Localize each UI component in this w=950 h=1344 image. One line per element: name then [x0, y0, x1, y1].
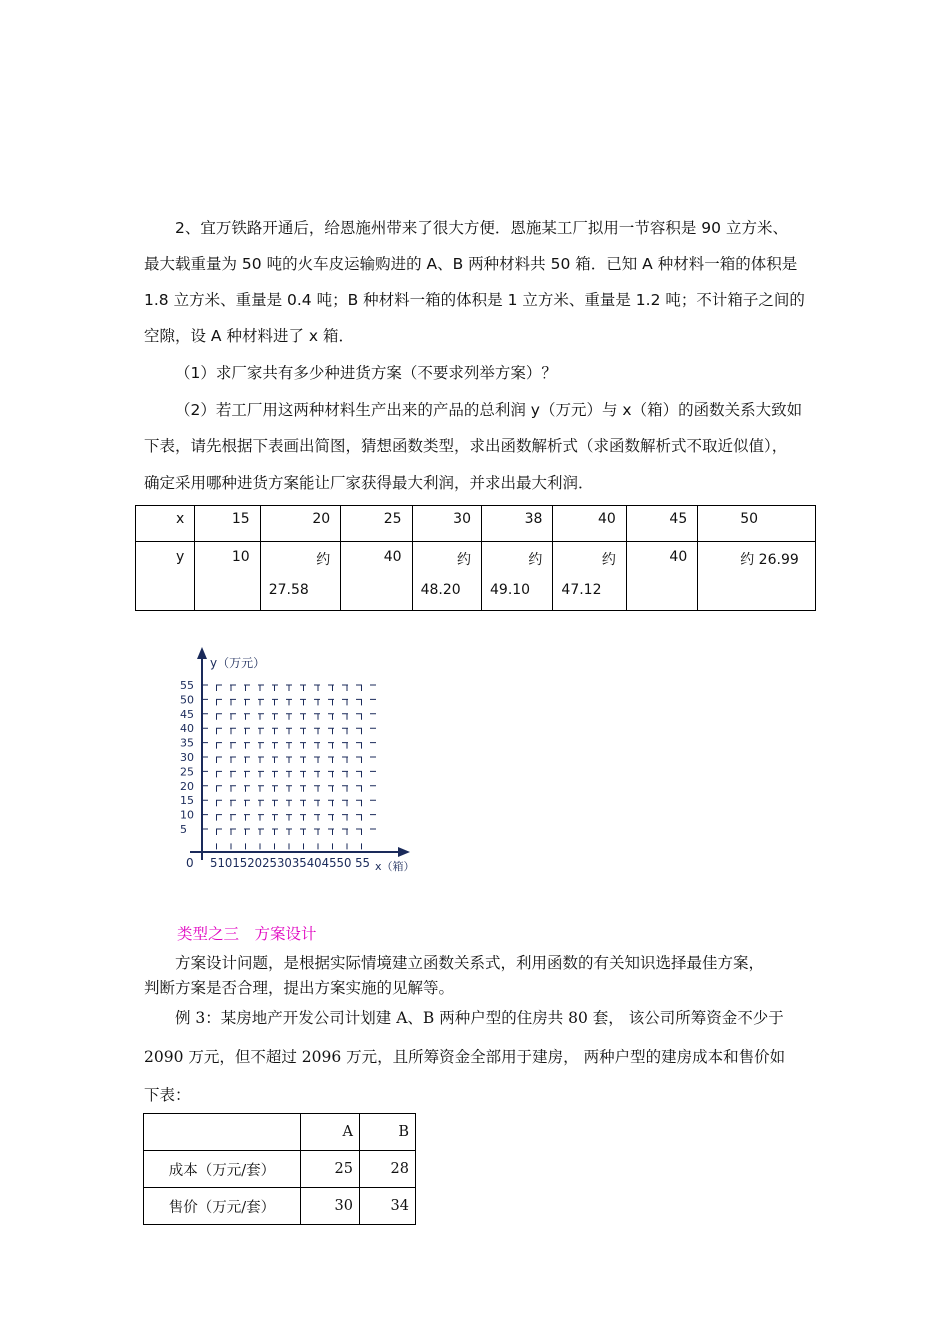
- table-row: [144, 1114, 416, 1151]
- table-cell: 34: [359, 1188, 415, 1225]
- example3-line2: 2090 万元，但不超过 2096 万元，且所筹资金全部用于建房， 两种户型的建房成本和售价如: [144, 1048, 786, 1066]
- y-tick-label: 35: [180, 736, 194, 750]
- section-intro-line1: 方案设计问题，是根据实际情境建立函数关系式，利用函数的有关知识选择最佳方案，: [175, 954, 765, 972]
- table-cell: 27.58: [268, 582, 309, 598]
- y-tick-label: 50: [180, 693, 194, 707]
- table-cell: B: [359, 1114, 415, 1151]
- y-tick-labels: [180, 679, 194, 836]
- coordinate-grid: [170, 645, 430, 880]
- table-cell: 25: [383, 511, 402, 527]
- table-cell: 约: [601, 552, 616, 568]
- y-tick-label: 30: [180, 751, 194, 764]
- x-axis-label: x（箱）: [375, 860, 415, 873]
- table-cell: 48.20: [420, 582, 461, 598]
- table-cell: 20: [312, 511, 331, 527]
- y-tick-label: 55: [180, 679, 194, 692]
- x-axis-arrow-icon: [398, 847, 410, 857]
- table-cell: 47.12: [561, 582, 602, 598]
- table-row-x: [136, 506, 816, 542]
- table-cell: 约: [528, 552, 543, 568]
- y-tick-label: 40: [180, 722, 194, 736]
- table-row-y: [136, 542, 816, 611]
- table-cell: 40: [598, 511, 616, 527]
- grid-dashes: [202, 685, 376, 852]
- cost-price-table: [143, 1113, 416, 1225]
- table-cell: 10: [231, 549, 250, 565]
- table-cell: 15: [231, 511, 250, 527]
- y-tick-label: 45: [180, 707, 194, 721]
- y-tick-label: 10: [180, 808, 194, 822]
- table-cell: 约 26.99: [740, 552, 799, 568]
- table-cell: 30: [301, 1188, 360, 1225]
- table-cell: 约: [457, 552, 471, 568]
- example3-line3: 下表：: [144, 1086, 191, 1104]
- y-tick-label: 25: [180, 765, 194, 779]
- question2-line2: 下表，请先根据下表画出简图，猜想函数类型，求出函数解析式（求函数解析式不取近似值），: [144, 437, 788, 455]
- problem2-line2: 最大载重量为 50 吨的火车皮运输购进的 A、B 两种材料共 50 箱．已知 A 种材料一箱的体积是: [144, 255, 798, 273]
- section-intro-line2: 判断方案是否合理，提出方案实施的见解等。: [144, 979, 455, 997]
- y-tick-label: 15: [180, 794, 194, 808]
- y-tick-label: 5: [180, 823, 187, 836]
- table-cell: 40: [383, 549, 402, 565]
- table-cell: 成本（万元/套）: [144, 1151, 301, 1188]
- problem2-line1: 2、宜万铁路开通后，给恩施州带来了很大方便．恩施某工厂拟用一节容积是 90 立方米、: [175, 219, 788, 237]
- table-cell: 50: [740, 511, 759, 527]
- question2-line1: （2）若工厂用这两种材料生产出来的产品的总利润 y（万元）与 x（箱）的函数关系大致如: [175, 401, 803, 419]
- table-cell: 25: [301, 1151, 360, 1188]
- y-tick-label: 20: [180, 779, 194, 793]
- table-cell: x: [176, 511, 185, 527]
- table-row: [144, 1151, 416, 1188]
- table-cell: 40: [669, 549, 688, 565]
- table-cell: 45: [669, 511, 688, 527]
- example3-line1: 例 3：某房地产开发公司计划建 A、B 两种户型的住房共 80 套， 该公司所筹资金不少于: [175, 1009, 784, 1027]
- table-cell: 38: [524, 511, 543, 527]
- table-cell: 49.10: [490, 582, 531, 598]
- xy-table: [135, 505, 816, 611]
- question1: （1）求厂家共有多少种进货方案（不要求列举方案）？: [175, 364, 557, 382]
- table-cell: [144, 1114, 301, 1151]
- table-row: [144, 1188, 416, 1225]
- table-cell: y: [176, 549, 185, 565]
- origin-label: 0: [186, 856, 194, 870]
- table-cell: 30: [453, 511, 471, 527]
- problem2-line3: 1.8 立方米、重量是 0.4 吨；B 种材料一箱的体积是 1 立方米、重量是 1.2 吨；不计箱子之间的: [144, 291, 805, 309]
- table-cell: 约: [316, 552, 331, 568]
- table-cell: A: [301, 1114, 360, 1151]
- question2-line3: 确定采用哪种进货方案能让厂家获得最大利润，并求出最大利润．: [144, 474, 594, 492]
- x-tick-labels: 5101520253035404550 55: [210, 856, 370, 870]
- section-heading: 类型之三 方案设计: [177, 925, 317, 943]
- y-axis-arrow-icon: [197, 647, 207, 659]
- table-cell: 售价（万元/套）: [144, 1188, 301, 1225]
- y-axis-label: y（万元）: [210, 656, 266, 670]
- table-cell: 28: [359, 1151, 415, 1188]
- problem2-line4: 空隙，设 A 种材料进了 x 箱．: [144, 327, 354, 345]
